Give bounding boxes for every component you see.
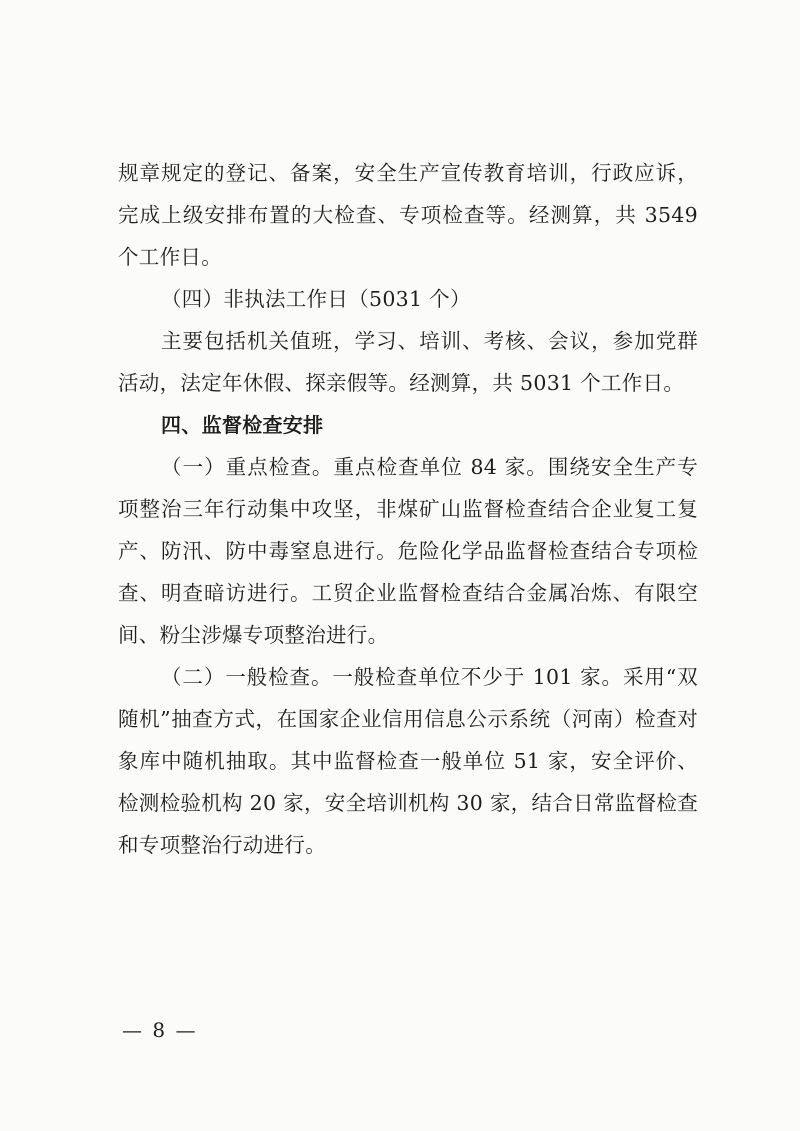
document-body bbox=[118, 152, 698, 866]
section-heading-inspection-arrangement: 四、监督检查安排 bbox=[161, 413, 324, 437]
paragraph-continuation: 规章规定的登记、备案，安全生产宣传教育培训，行政应诉，完成上级安排布置的大检查、专项检查等。经测算，共 3549 个工作日。 bbox=[118, 161, 698, 269]
paragraph-general-inspection: （二）一般检查。一般检查单位不少于 101 家。采用“双随机”抽查方式，在国家企业信用信息公示系统（河南）检查对象库中随机抽取。其中监督检查一般单位 51 家，安全评价、检测检验机构 20 家，安全培训机构 30 家，结合日常监督检查和专项整治行动进行。 bbox=[118, 665, 698, 857]
subheading-non-enforcement-workdays: （四）非执法工作日（5031 个） bbox=[161, 287, 471, 311]
paragraph-key-inspection: （一）重点检查。重点检查单位 84 家。围绕安全生产专项整治三年行动集中攻坚，非煤矿山监督检查结合企业复工复产、防汛、防中毒窒息进行。危险化学品监督检查结合专项检查、明查暗访进行。工贸企业监督检查结合金属冶炼、有限空间、粉尘涉爆专项整治进行。 bbox=[118, 455, 698, 647]
page-number: — 8 — bbox=[122, 1018, 198, 1042]
paragraph-non-enforcement-details: 主要包括机关值班，学习、培训、考核、会议，参加党群活动，法定年休假、探亲假等。经测算，共 5031 个工作日。 bbox=[118, 329, 698, 395]
